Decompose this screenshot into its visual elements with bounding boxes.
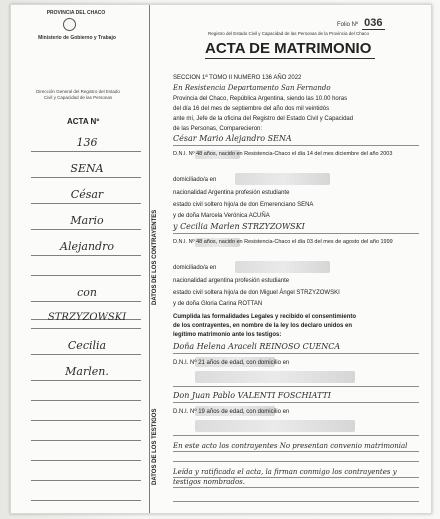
- line: [31, 420, 141, 421]
- line: [31, 177, 141, 178]
- line: [31, 400, 141, 401]
- title-underline: [205, 58, 375, 59]
- line: [173, 353, 419, 354]
- redacted-box: [235, 261, 330, 273]
- bride-name: y Cecilia Marlen STRZYZOWSKI: [173, 222, 305, 231]
- form-line: legítimo matrimonio ante los testigos:: [173, 332, 282, 338]
- document-page: [10, 4, 432, 514]
- line: [173, 461, 419, 462]
- line: [173, 501, 419, 502]
- line: [31, 328, 141, 329]
- direction-header: Dirección General del Registro del Estado Civil y Capacidad de las Personas: [36, 89, 120, 100]
- form-line: domiciliado/a en: [173, 177, 217, 183]
- line: [31, 500, 141, 501]
- redacted-box: [195, 420, 355, 432]
- form-line: estado civil soltero hijo/a de don Emerenciano SENA: [173, 202, 314, 208]
- line: [31, 480, 141, 481]
- line: [173, 451, 419, 452]
- line: [173, 487, 419, 488]
- form-line: y de doña Gloria Carina ROTTAN: [173, 301, 263, 307]
- form-line: D.N.I. Nº 19 años de edad, con domicilio en: [173, 409, 290, 415]
- line: [31, 275, 141, 276]
- line: [173, 477, 419, 478]
- line: [173, 386, 419, 387]
- form-line: Cumplida las formalidades Legales y recibido el consentimiento: [173, 314, 357, 320]
- convention-note: En este acto los contrayentes No presentan convenio matrimonial: [173, 442, 408, 450]
- line: [31, 440, 141, 441]
- line: [173, 145, 419, 146]
- left-entry-name1: César: [70, 188, 104, 201]
- form-line: del día 16 del mes de septiembre del año dos mil veintidós: [173, 106, 330, 112]
- form-line: domiciliado/a en: [173, 265, 217, 271]
- witness2-name: Don Juan Pablo VALENTI FOSCHIATTI: [173, 391, 331, 400]
- line: [31, 203, 141, 204]
- form-line: D.N.I. Nº 21 años de edad, con domicilio en: [173, 360, 290, 366]
- form-line: SECCION 1ª TOMO II NUMERO 136 AÑO 2022: [173, 75, 302, 81]
- side-label-testigos: DATOS DE LOS TESTIGOS: [152, 408, 158, 485]
- coat-of-arms-icon: [63, 18, 76, 31]
- registry-line: Registro del Estado Civil y Capacidad de las Personas de la Provincia del Chaco: [207, 31, 370, 36]
- form-line: estado civil soltera hijo/a de don Miguel Ángel STRZYZOWSKI: [173, 290, 340, 296]
- left-entry-name2: Mario: [70, 214, 104, 227]
- form-line: Provincia del Chaco, República Argentina, siendo las 10.00 horas: [173, 96, 348, 102]
- form-line: de las Personas, Comparecieron:: [173, 126, 263, 132]
- left-entry-con: con: [77, 286, 97, 299]
- left-entry-name3: Alejandro: [60, 240, 114, 253]
- form-line: D.N.I. Nº 48 años, nacido en Resistencia-Chaco el día 14 del mes diciembre del año 2003: [173, 151, 393, 157]
- closing-note: Leída y ratificada el acta, la firman conmigo los contrayentes y testigos nombrados.: [173, 468, 397, 486]
- line: [31, 255, 141, 256]
- line: [31, 380, 141, 381]
- folio-number: 036: [364, 17, 383, 29]
- left-entry-surname2: STRZYZOWSKI: [47, 312, 127, 323]
- document-title: ACTA DE MATRIMONIO: [205, 40, 372, 57]
- province-header: PROVINCIA DEL CHACO: [46, 10, 106, 16]
- redacted-box: [235, 173, 330, 185]
- line: [31, 229, 141, 230]
- line: [173, 435, 419, 436]
- left-entry-name4: Cecilia: [67, 339, 107, 352]
- form-line: nacionalidad argentina profesión estudiante: [173, 278, 290, 284]
- acta-label: ACTA Nº: [67, 117, 100, 126]
- line: [31, 460, 141, 461]
- folio: Folio Nº 036: [337, 17, 383, 29]
- ministry-header: Ministerio de Gobierno y Trabajo: [38, 35, 116, 41]
- form-line: nacionalidad Argentina profesión estudiante: [173, 190, 290, 196]
- main-form: [165, 5, 425, 513]
- left-entry-name5: Marlen.: [65, 365, 109, 378]
- line: [173, 402, 419, 403]
- left-entry-number: 136: [76, 136, 98, 149]
- form-line: y de doña Marcela Verónica ACUÑA: [173, 213, 270, 219]
- line: [31, 151, 141, 152]
- line: [31, 301, 141, 302]
- redacted-box: [195, 371, 355, 383]
- line: [31, 354, 141, 355]
- form-line: ante mí, Jefe de la oficina del Registro del Estado Civil y Capacidad: [173, 116, 354, 122]
- left-stub: [19, 5, 150, 513]
- groom-name: César Mario Alejandro SENA: [173, 134, 292, 143]
- witness1-name: Doña Helena Araceli REINOSO CUENCA: [173, 342, 341, 351]
- form-line: D.N.I. Nº 48 años, nacido en Resistencia-Chaco el día 03 del mes de agosto del año 1999: [173, 239, 393, 245]
- form-line: En Resistencia Departamento San Fernando: [173, 84, 331, 92]
- left-entry-surname: SENA: [70, 162, 104, 175]
- side-label-contrayentes: DATOS DE LOS CONTRAYENTES: [152, 209, 158, 305]
- form-line: de los contrayentes, en nombre de la ley los declaro unidos en: [173, 323, 353, 329]
- line: [173, 233, 419, 234]
